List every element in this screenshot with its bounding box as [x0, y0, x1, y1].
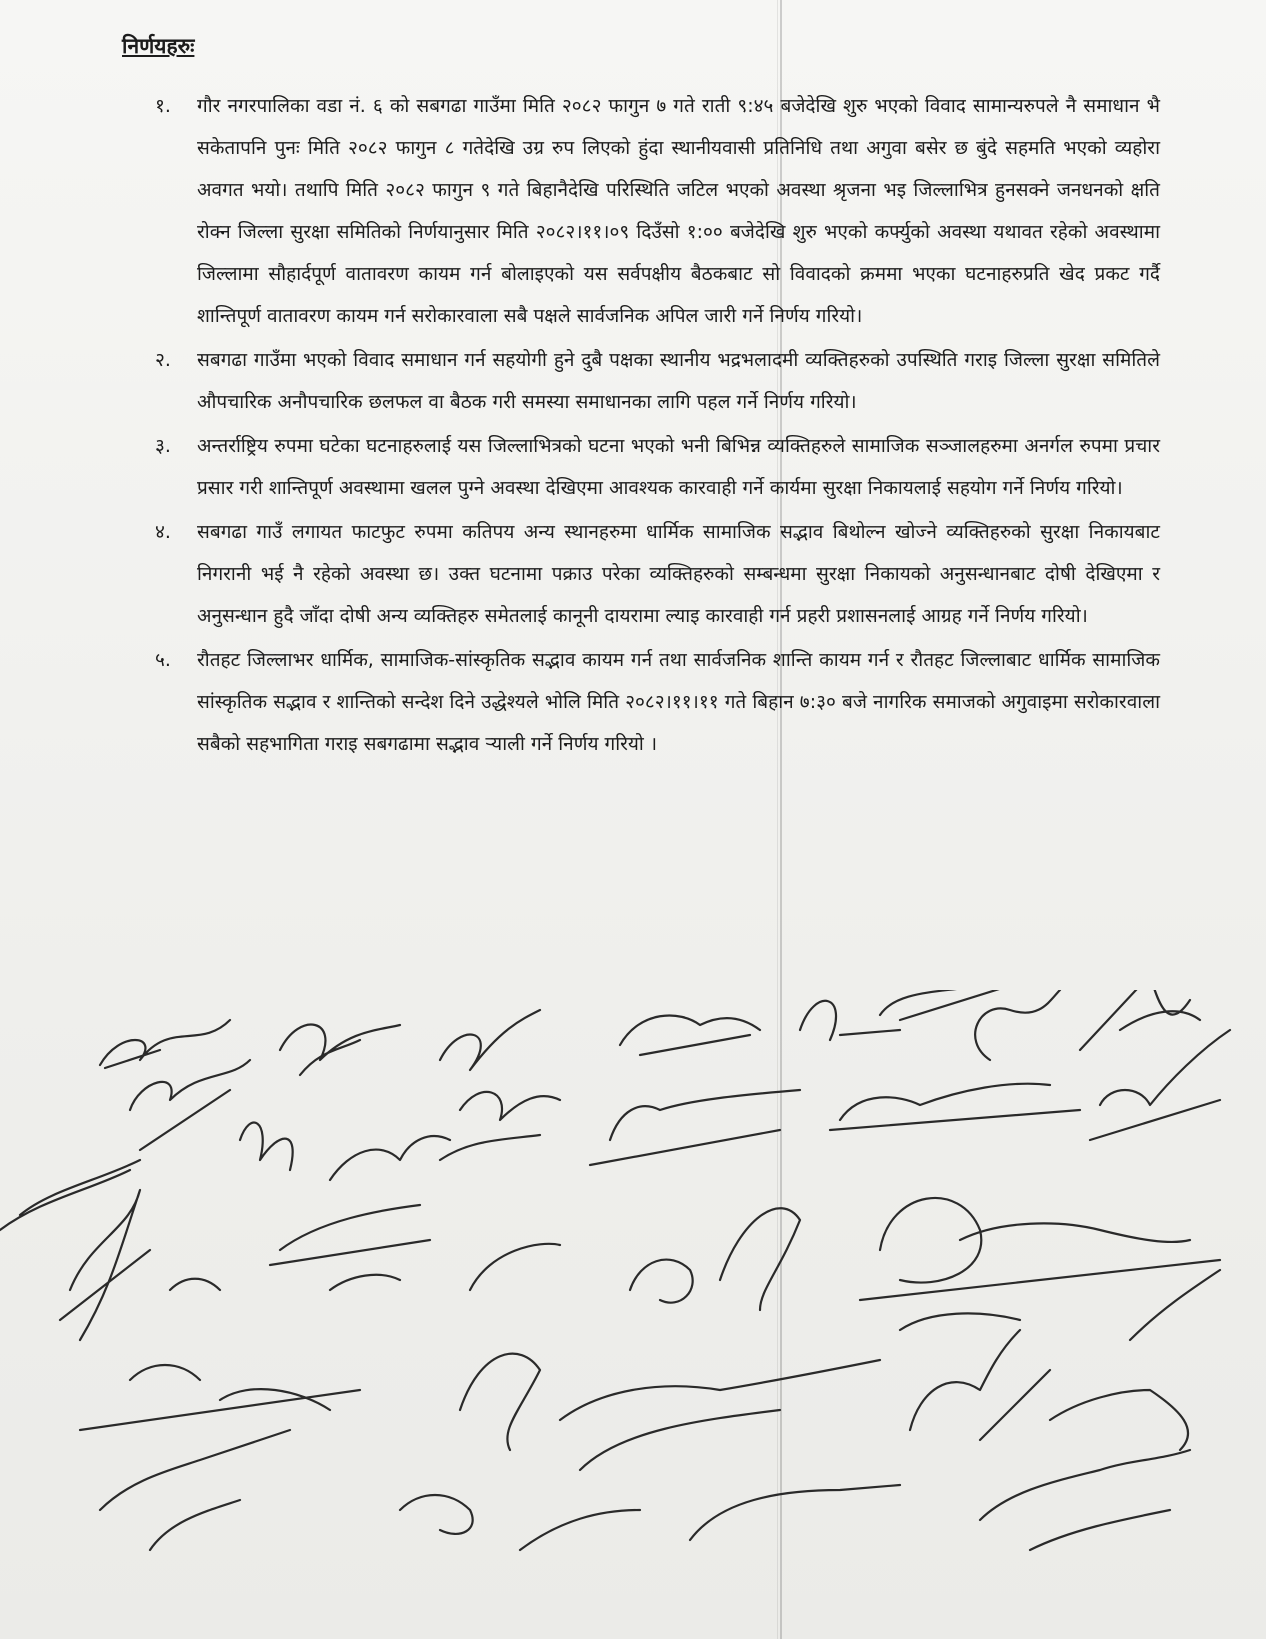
decision-item-5	[155, 639, 1160, 765]
decision-item-1	[155, 85, 1160, 337]
signature	[400, 1495, 473, 1534]
signature	[880, 990, 1060, 1020]
signature	[240, 1123, 293, 1170]
signature	[330, 1136, 450, 1180]
signature	[100, 1430, 290, 1550]
signature	[440, 1010, 540, 1070]
decision-text: गौर नगरपालिका वडा नं. ६ को सबगढा गाउँमा मिति २०८२ फागुन ७ गते राती ९:४५ बजेदेखि शुरु भएको विवाद सामान्यरुपले नै समाधान भै सकेतापनि पुनः मिति २०८२ फागुन ८ गतेदेखि उग्र रुप लिएको हुंदा स्थानीयवासी प्रतिनिधि तथा अगुवा बसेर छ बुंदे सहमति भएको व्यहोरा अवगत भयो। तथापि मिति २०८२ फागुन ९ गते बिहानैदेखि परिस्थिति जटिल भएको अवस्था श्रृजना भइ जिल्लाभित्र हुनसक्ने जनधनको क्षति रोक्न जिल्ला सुरक्षा समितिको निर्णयानुसार मिति २०८२।११।०९ दिउँसो १:०० बजेदेखि शुरु भएको कर्फ्युको अवस्था यथावत रहेको अवस्थामा जिल्लामा सौहार्दपूर्ण वातावरण कायम गर्न बोलाइएको यस सर्वपक्षीय बैठकबाट सो विवादको क्रममा भएका घटनाहरुप्रति खेद प्रकट गर्दै शान्तिपूर्ण वातावरण कायम गर्न सरोकारवाला सबै पक्षले सार्वजनिक अपिल जारी गर्ने निर्णय गरियो।	[197, 95, 1160, 327]
signature	[1050, 1390, 1188, 1450]
decision-number: ५.	[155, 649, 171, 671]
signature	[1090, 1030, 1230, 1140]
signature	[80, 1365, 360, 1430]
signature	[860, 1198, 1220, 1300]
signature	[630, 1208, 800, 1310]
decision-list	[155, 85, 1160, 767]
signature	[280, 1025, 400, 1075]
signature	[130, 1060, 250, 1150]
decision-text: सबगढा गाउँमा भएको विवाद समाधान गर्न सहयोगी हुने दुबै पक्षका स्थानीय भद्रभलादमी व्यक्तिहरुको उपस्थिति गराइ जिल्ला सुरक्षा समितिले औपचारिक अनौपचारिक छलफल वा बैठक गरी समस्या समाधानका लागि पहल गर्ने निर्णय गरियो।	[197, 349, 1160, 413]
signature	[980, 1450, 1190, 1550]
decision-item-4	[155, 511, 1160, 637]
signature	[60, 1190, 150, 1340]
signature	[800, 1001, 900, 1040]
signature	[975, 990, 1060, 1060]
decision-text: अन्तर्राष्ट्रिय रुपमा घटेका घटनाहरुलाई यस जिल्लाभित्रको घटना भएको भनी बिभिन्न व्यक्तिहरुले सामाजिक सञ्जालहरुमा अनर्गल रुपमा प्रचार प्रसार गरी शान्तिपूर्ण अवस्थामा खलल पुग्ने अवस्था देखिएमा आवश्यक कारवाही गर्ने कार्यमा सुरक्षा निकायलाई सहयोग गर्ने निर्णय गरियो।	[197, 435, 1160, 499]
signature	[620, 1015, 760, 1055]
signatures-area	[0, 990, 1266, 1639]
signature	[590, 1090, 800, 1165]
decision-item-2	[155, 339, 1160, 423]
signature	[830, 1084, 1080, 1130]
decision-number: २.	[155, 349, 171, 371]
signature	[460, 1354, 540, 1450]
signature	[910, 1330, 1050, 1440]
signature	[560, 1360, 880, 1470]
decision-text: सबगढा गाउँ लगायत फाटफुट रुपमा कतिपय अन्य स्थानहरुमा धार्मिक सामाजिक सद्भाव बिथोल्न खोज्ने व्यक्तिहरुको सुरक्षा निकायबाट निगरानी भई नै रहेको अवस्था छ। उक्त घटनामा पक्राउ परेका व्यक्तिहरुको सम्बन्धमा सुरक्षा निकायको अनुसन्धानबाट दोषी देखिएमा र अनुसन्धान हुदै जाँदा दोषी अन्य व्यक्तिहरु समेतलाई कानूनी दायरामा ल्याइ कारवाही गर्न प्रहरी प्रशासनलाई आग्रह गर्ने निर्णय गरियो।	[197, 521, 1160, 627]
signature	[900, 1270, 1220, 1340]
signature	[1080, 990, 1200, 1050]
signature	[0, 1160, 140, 1230]
decision-number: ४.	[155, 521, 171, 543]
decision-item-3	[155, 425, 1160, 509]
decision-number: ३.	[155, 435, 171, 457]
signature	[520, 1485, 900, 1550]
page-title: निर्णयहरुः	[122, 34, 195, 58]
decision-text: रौतहट जिल्लाभर धार्मिक, सामाजिक-सांस्कृतिक सद्भाव कायम गर्न तथा सार्वजनिक शान्ति कायम गर्न र रौतहट जिल्लाबाट धार्मिक सामाजिक सांस्कृतिक सद्भाव र शान्तिको सन्देश दिने उद्धेश्यले भोलि मिति २०८२।११।११ गते बिहान ७:३० बजे नागरिक समाजको अगुवाइमा सरोकारवाला सबैको सहभागिता गराइ सबगढामा सद्भाव र्‍याली गर्ने निर्णय गरियो ।	[197, 649, 1160, 755]
signature	[440, 1092, 560, 1160]
signature	[100, 1020, 230, 1068]
decision-number: १.	[155, 95, 171, 117]
